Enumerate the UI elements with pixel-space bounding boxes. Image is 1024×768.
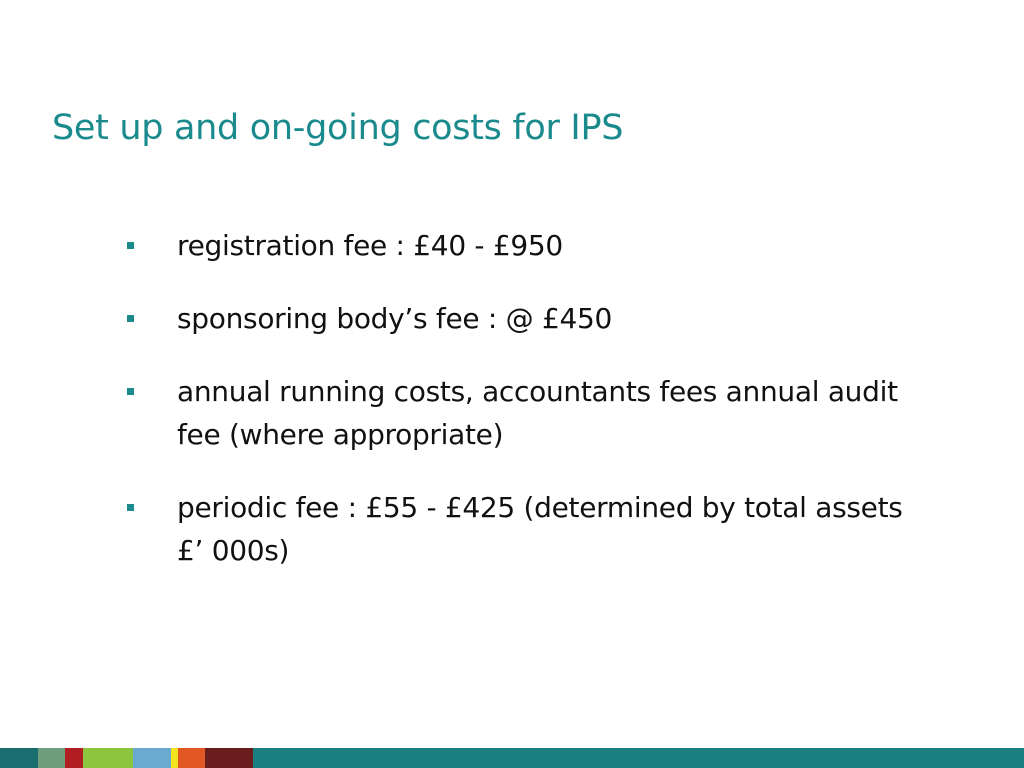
bullet-text: registration fee : £40 - £950 (177, 229, 563, 262)
footer-segment (133, 748, 171, 768)
square-bullet-icon (127, 388, 134, 395)
square-bullet-icon (127, 242, 134, 249)
bullet-item-sponsoring-fee (122, 297, 922, 340)
footer-color-bar (0, 748, 1024, 768)
bullet-list (122, 224, 922, 602)
footer-segment (205, 748, 253, 768)
bullet-item-registration-fee (122, 224, 922, 267)
footer-segment (171, 748, 178, 768)
footer-segment (253, 748, 1024, 768)
square-bullet-icon (127, 504, 134, 511)
footer-segment (65, 748, 83, 768)
footer-segment (83, 748, 133, 768)
bullet-text: periodic fee : £55 - £425 (determined by total assets £’ 000s) (177, 491, 903, 567)
bullet-text: sponsoring body’s fee : @ £450 (177, 302, 613, 335)
bullet-item-periodic-fee (122, 486, 922, 572)
footer-segment (0, 748, 38, 768)
square-bullet-icon (127, 315, 134, 322)
bullet-item-annual-costs (122, 370, 922, 456)
footer-segment (178, 748, 205, 768)
slide-title: Set up and on-going costs for IPS (52, 108, 624, 148)
bullet-text: annual running costs, accountants fees annual audit fee (where appropriate) (177, 375, 898, 451)
footer-segment (38, 748, 65, 768)
